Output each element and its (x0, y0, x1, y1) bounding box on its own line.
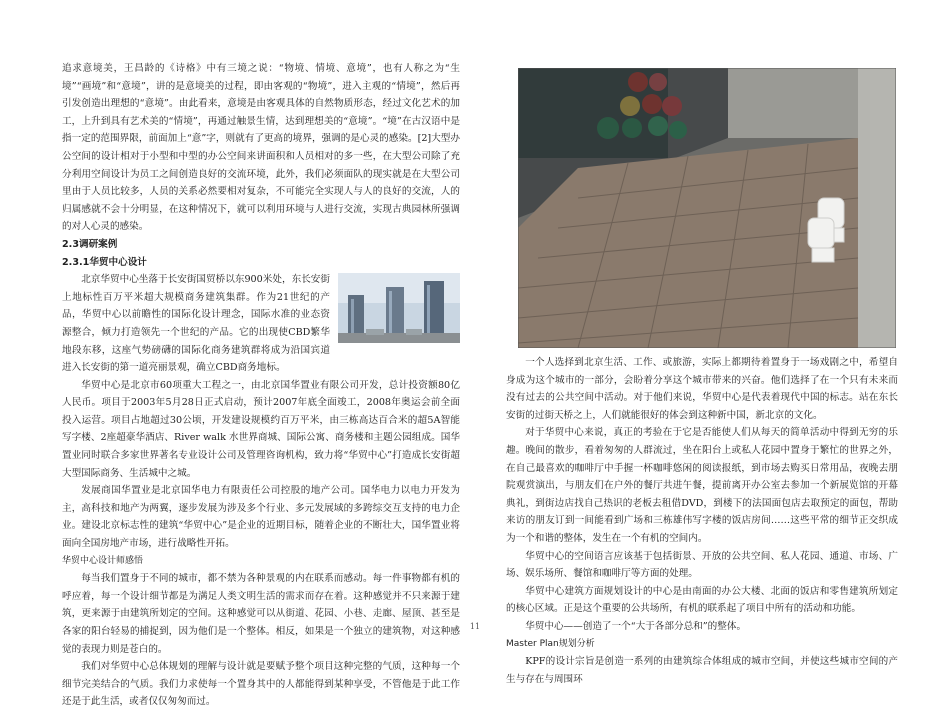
paragraph: 华贸中心建筑方面规划设计的中心是由南面的办公大楼、北面的饭店和零售建筑所划定的核心区域。正是这个重要的公共场所，有机的联系起了项目中所有的活动和功能。 (506, 585, 898, 615)
section-heading: 2.3调研案例 (62, 238, 118, 250)
subheading: 华贸中心设计师感悟 (62, 555, 144, 566)
subheading: Master Plan规划分析 (506, 638, 595, 649)
paragraph: 一个人选择到北京生活、工作、或旅游，实际上都期待着置身于一场戏剧之中，希望自身成为这个城市的一部分，会盼着分享这个城市带来的兴奋。他们选择了在一个只有未来而没有过去的公共空间中活动。对于他们来说，华贸中心是代表着现代中国的标志。站在东长安街的过街天桥之上，人们就能很好的体会到这种新中国，新北京的文化。 (506, 357, 898, 421)
left-column (62, 60, 460, 711)
page-number: 11 (469, 622, 481, 631)
building-render-image (338, 273, 460, 343)
paragraph: 华贸中心的空间语言应该基于包括街景、开放的公共空间、私人花园、通道、市场、广场、娱乐场所、餐馆和咖啡厅等方面的处理。 (506, 550, 898, 580)
paragraph: 对于华贸中心来说，真正的考验在于它是否能使人们从每天的简单活动中得到无穷的乐趣。晚间的散步，看着匆匆的人群流过，坐在阳台上或私人花园中置身于繁忙的世界之外，在自己最喜欢的咖啡厅中手握一杯咖啡悠闲的阅读报纸，到市场去购买日常用品，夜晚去朋院观赏演出，与朋友们在户外的餐厅共进午餐，提前离开办公室去参加一个新展览馆的开幕典礼，到街边店找自己热识的老板去租借DVD，到楼下的法国面包店去取预定的面包，帮助来访的朋友订到一间能看到广场和三栋雄伟写字楼的饭店房间……这些平常的细节正交织成为一个和谐的整体，发生在一个有机的空间内。 (506, 427, 898, 544)
paragraph: 北京华贸中心坐落于长安街国贸桥以东900米处，东长安街上地标性百万平米超大规模商务建筑集群。作为21世纪的产品，华贸中心以前瞻性的国际化设计理念，国际水准的业态资源整合，倾力打造领先一个世纪的产品。它的出现使CBD繁华地段东移，这座气势磅礴的国际化商务建筑群将成为沿国宾道进入长安街的第一道亮丽景观，确立CBD商务地标。 (62, 274, 330, 374)
paragraph: 发展商国华置业是北京国华电力有限责任公司控股的地产公司。国华电力以电力开发为主，高科技和地产为两翼，逐步发展为涉及多个行业、多元发展域的多跨综交互支持的电力企业。建设北京标志性的建筑“华贸中心”是企业的近期目标，随着企业的不断壮大，国华置业将面向全国房地产市场，进行战略性开拓。 (62, 485, 460, 550)
paragraph: 华贸中心——创造了一个“大于各部分总和”的整体。 (525, 620, 747, 632)
paragraph: 每当我们置身于不同的城市，都不禁为各种景观的内在联系而感动。每一件事物都有机的呼应着，每一个设计细节都是为满足人类文明生活的需求而存在着。这种感觉并不只来源于建筑，更来源于由建筑所划定的空间。这种感觉可以从街道、花园、小巷、走廊、屋顶、甚至是各家的阳台轻易的捕捉到，因为他们是一个整体。相反，如果是一个独立的建筑物，对这种感觉的表现力则是苍白的。 (62, 573, 460, 655)
paragraph: 追求意境美，王昌龄的《诗格》中有三境之说：“物境、情境、意境”，也有人称之为“生境”“画境”和“意境”，讲的是意境美的过程，即由客观的“物境”，进入主观的“情境”，然后再引发创造出理想的“意境”。由此看来，意境是由客观具体的自然物质形态，经过文化艺术的加工，上升到具有艺术美的“情境”，再通过触景生情，达到理想美的“意境”。“境”在古汉语中是指一定的范围界限，前面加上“意”字，则就有了更高的境界，强调的是心灵的感染。[2]大型办公空间的设计相对于小型和中型的办公空间来讲面积和人员相对的多一些，在大型公司除了充分利用空间设计为员工之间创造良好的交流环境，此外，我们必须面队的现实就是在大型公司里由于人员比较多，人员的关系必然要相对复杂，不可能完全实现人与人的良好的交流，人的归属感就不会十分明显，在这种情况下，就可以利用环境与人进行交流，实现古典园林所强调的对人心灵的感染。 (62, 63, 460, 233)
subsection-heading: 2.3.1华贸中心设计 (62, 256, 147, 268)
courtyard-photo (518, 68, 896, 348)
right-column (506, 354, 898, 688)
paragraph: 华贸中心是北京市60项重大工程之一，由北京国华置业有限公司开发，总计投资额80亿人民币。项目于2003年5月28日正式启动，预计2007年底全面竣工，2008年奥运会前全面投入运营。项目占地超过30公顷，开发建设规模约百万平米，由三栋高达百合米的超5A智能写字楼、2座超豪华酒店、River walk 水世界商城、国际公寓、商务楼和主题公园组成。国华置业同时联合多家世界著名专业设计公司及管理咨询机构，致力将“华贸中心”打造成长安街超大型国际商务、生活城中之城。 (62, 379, 460, 479)
paragraph: KPF的设计宗旨是创造一系列的由建筑综合体组成的城市空间，并使这些城市空间的产生与存在与周围环 (506, 656, 898, 685)
paragraph: 我们对华贸中心总体规划的理解与设计就是要赋予整个项目这种完整的气质，这种每一个细节完美结合的气质。我们力求使每一个置身其中的人都能得到某种享受，不管他是于此工作还是于此生活，或者仅仅匆匆而过。 (62, 661, 460, 708)
